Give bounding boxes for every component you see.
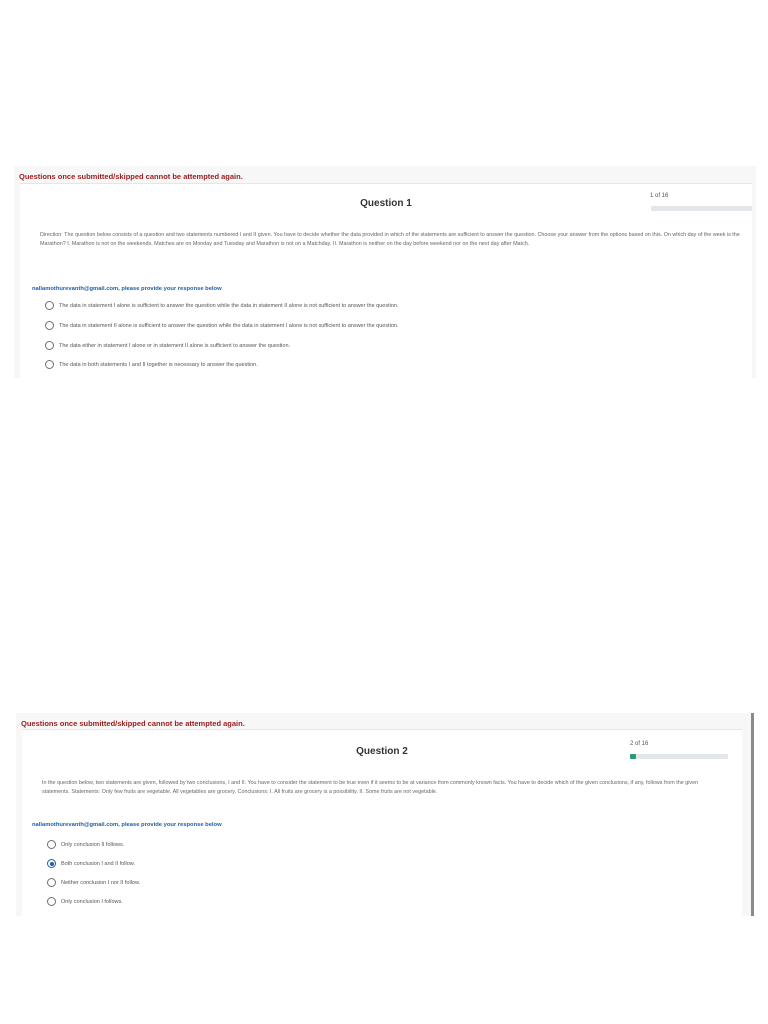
answer-option[interactable]	[45, 300, 398, 311]
answer-option-label: The data in statement II alone is sufficient to answer the question while the data in statement I alone is not sufficient to answer the question.	[59, 322, 399, 329]
answer-option-label: Neither conclusion I nor II follow.	[61, 879, 141, 886]
answer-option[interactable]	[45, 340, 290, 351]
question-1-panel	[14, 166, 756, 378]
answer-option[interactable]	[47, 858, 135, 869]
question-text: In the question below, two statements are given, followed by two conclusions, I and II. You have to consider the statement to be true even if it seems to be at variance from commonly known facts. You have to decide which of the given conclusions, if any, follows from the given statements. Statements: Only few fruits are vegetable. All vegetables are grocery. Conclusions: I. All fruits are grocery is a possibility. II. Some fruits are not vegetable.	[42, 780, 699, 795]
radio-button[interactable]	[45, 301, 54, 310]
progress-counter: 2 of 16	[630, 741, 649, 747]
answer-option-label: The data in statement I alone is sufficient to answer the question while the data in statement II alone is not sufficient to answer the question.	[59, 302, 399, 309]
answer-option-label: Both conclusion I and II follow.	[61, 860, 135, 867]
answer-option[interactable]	[47, 839, 124, 850]
question-card	[22, 729, 742, 917]
response-prompt: nallamothurevanth@gmail.com, please provide your response below	[32, 286, 222, 292]
radio-button[interactable]	[45, 360, 54, 369]
question-title: Question 2	[356, 746, 408, 757]
answer-option[interactable]	[45, 359, 258, 370]
answer-option-label: Only conclusion I follows.	[61, 898, 123, 905]
submission-warning: Questions once submitted/skipped cannot be attempted again.	[21, 719, 245, 728]
progress-counter: 1 of 16	[650, 193, 669, 199]
radio-button[interactable]	[45, 341, 54, 350]
question-title: Question 1	[360, 198, 412, 209]
answer-option[interactable]	[47, 877, 140, 888]
radio-button[interactable]	[45, 321, 54, 330]
question-2-panel	[16, 713, 754, 916]
submission-warning: Questions once submitted/skipped cannot be attempted again.	[19, 172, 243, 181]
radio-button[interactable]	[47, 840, 56, 849]
answer-option-label: Only conclusion II follows.	[61, 841, 125, 848]
progress-bar	[630, 754, 728, 759]
radio-button[interactable]	[47, 897, 56, 906]
answer-option-label: The data either in statement I alone or in statement II alone is sufficient to answer the question.	[59, 342, 291, 349]
progress-bar	[651, 206, 752, 211]
question-text: Direction: The question below consists of a question and two statements numbered I and II given. You have to decide whether the data provided in which of the statements are sufficient to answer the question. Choose your answer from the options based on this. On which day of the week is the Marathon? I. Marathon is not on the weekends. Matches are on Monday and Tuesday and Marathon is not on a Matchday. II. Marathon is neither on the day before weekend nor on the next day after Match.	[40, 232, 740, 247]
radio-button[interactable]	[47, 878, 56, 887]
question-card	[20, 183, 752, 379]
answer-option[interactable]	[45, 320, 398, 331]
response-prompt: nallamothurevanth@gmail.com, please provide your response below	[32, 822, 222, 828]
answer-option[interactable]	[47, 896, 123, 907]
answer-option-label: The data in both statements I and II together is necessary to answer the question.	[59, 361, 258, 368]
progress-bar-fill	[630, 754, 636, 759]
radio-button[interactable]	[47, 859, 56, 868]
